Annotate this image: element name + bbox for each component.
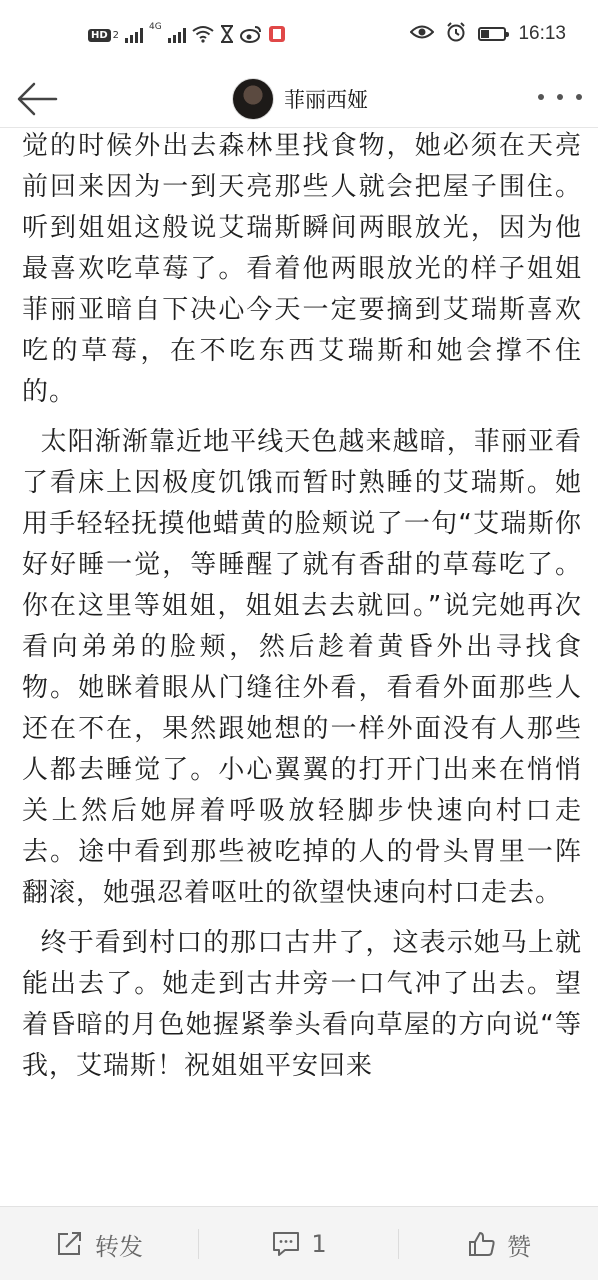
like-label: 赞 <box>507 1232 531 1261</box>
forward-button[interactable] <box>0 1207 198 1281</box>
more-icon <box>538 94 544 100</box>
status-bar <box>0 0 598 68</box>
comment-count: 1 <box>311 1230 327 1258</box>
book-app-icon <box>268 25 286 46</box>
divider <box>198 1229 199 1259</box>
wifi-icon <box>192 25 214 46</box>
signal-4g-icon <box>168 27 186 43</box>
comment-icon <box>271 1230 301 1258</box>
signal-4g-label: 4G <box>149 22 162 32</box>
top-nav <box>0 68 598 128</box>
more-button[interactable] <box>538 82 582 112</box>
article-paragraph: 终于看到村口的那口古井了，这表示她马上就能出去了。她走到古井旁一口气冲了出去。望着昏暗的月色她握紧拳头看向草屋的方向说“等我，艾瑞斯！祝姐姐平安回来 <box>22 928 582 1081</box>
weibo-icon <box>240 25 262 46</box>
status-time: 16:13 <box>518 23 566 44</box>
article-paragraph: 觉的时候外出去森林里找食物，她必须在天亮前回来因为一到天亮那些人就会把屋子围住。听到姐姐这般说艾瑞斯瞬间两眼放光，因为他最喜欢吃草莓了。看着他两眼放光的样子姐姐菲丽亚暗自下决心今天一定要摘到艾瑞斯喜欢吃的草莓，在不吃东西艾瑞斯和她会撑不住的。 <box>22 131 582 407</box>
status-right-icons <box>410 20 566 48</box>
divider <box>398 1229 399 1259</box>
author-header[interactable] <box>232 74 368 124</box>
hourglass-icon <box>220 25 234 46</box>
hd-icon: HD <box>88 29 111 42</box>
signal-icon <box>125 27 143 43</box>
status-left-icons <box>88 22 286 48</box>
article-paragraph: 太阳渐渐靠近地平线天色越来越暗，菲丽亚看了看床上因极度饥饿而暂时熟睡的艾瑞斯。她用手轻轻抚摸他蜡黄的脸颊说了一句“艾瑞斯你好好睡一觉，等睡醒了就有香甜的草莓吃了。你在这里等姐姐，姐姐去去就回。”说完她再次看向弟弟的脸颊，然后趁着黄昏外出寻找食物。她眯着眼从门缝往外看，看看外面那些人还在不在，果然跟她想的一样外面没有人那些人都去睡觉了。小心翼翼的打开门出来在悄悄关上然后她屏着呼吸放轻脚步快速向村口走去。途中看到那些被吃掉的人的骨头胃里一阵翻滚，她强忍着呕吐的欲望快速向村口走去。 <box>22 427 582 908</box>
back-button[interactable] <box>14 76 60 122</box>
avatar[interactable] <box>232 78 274 120</box>
article-body <box>22 128 582 1206</box>
comment-button[interactable] <box>200 1207 398 1281</box>
more-icon-dot <box>576 94 582 100</box>
like-button[interactable] <box>400 1207 598 1281</box>
bottom-action-bar <box>0 1206 598 1280</box>
hd-sub-label: 2 <box>112 29 120 41</box>
eye-icon <box>410 24 434 44</box>
back-arrow-icon <box>14 76 60 122</box>
thumbs-up-icon <box>467 1230 497 1258</box>
forward-label: 转发 <box>95 1232 143 1261</box>
battery-icon <box>478 27 506 41</box>
battery-level <box>481 30 489 38</box>
share-icon <box>55 1230 85 1258</box>
author-name[interactable]: 菲丽西娅 <box>284 88 368 112</box>
alarm-icon <box>446 22 466 46</box>
more-icon-dot <box>557 94 563 100</box>
